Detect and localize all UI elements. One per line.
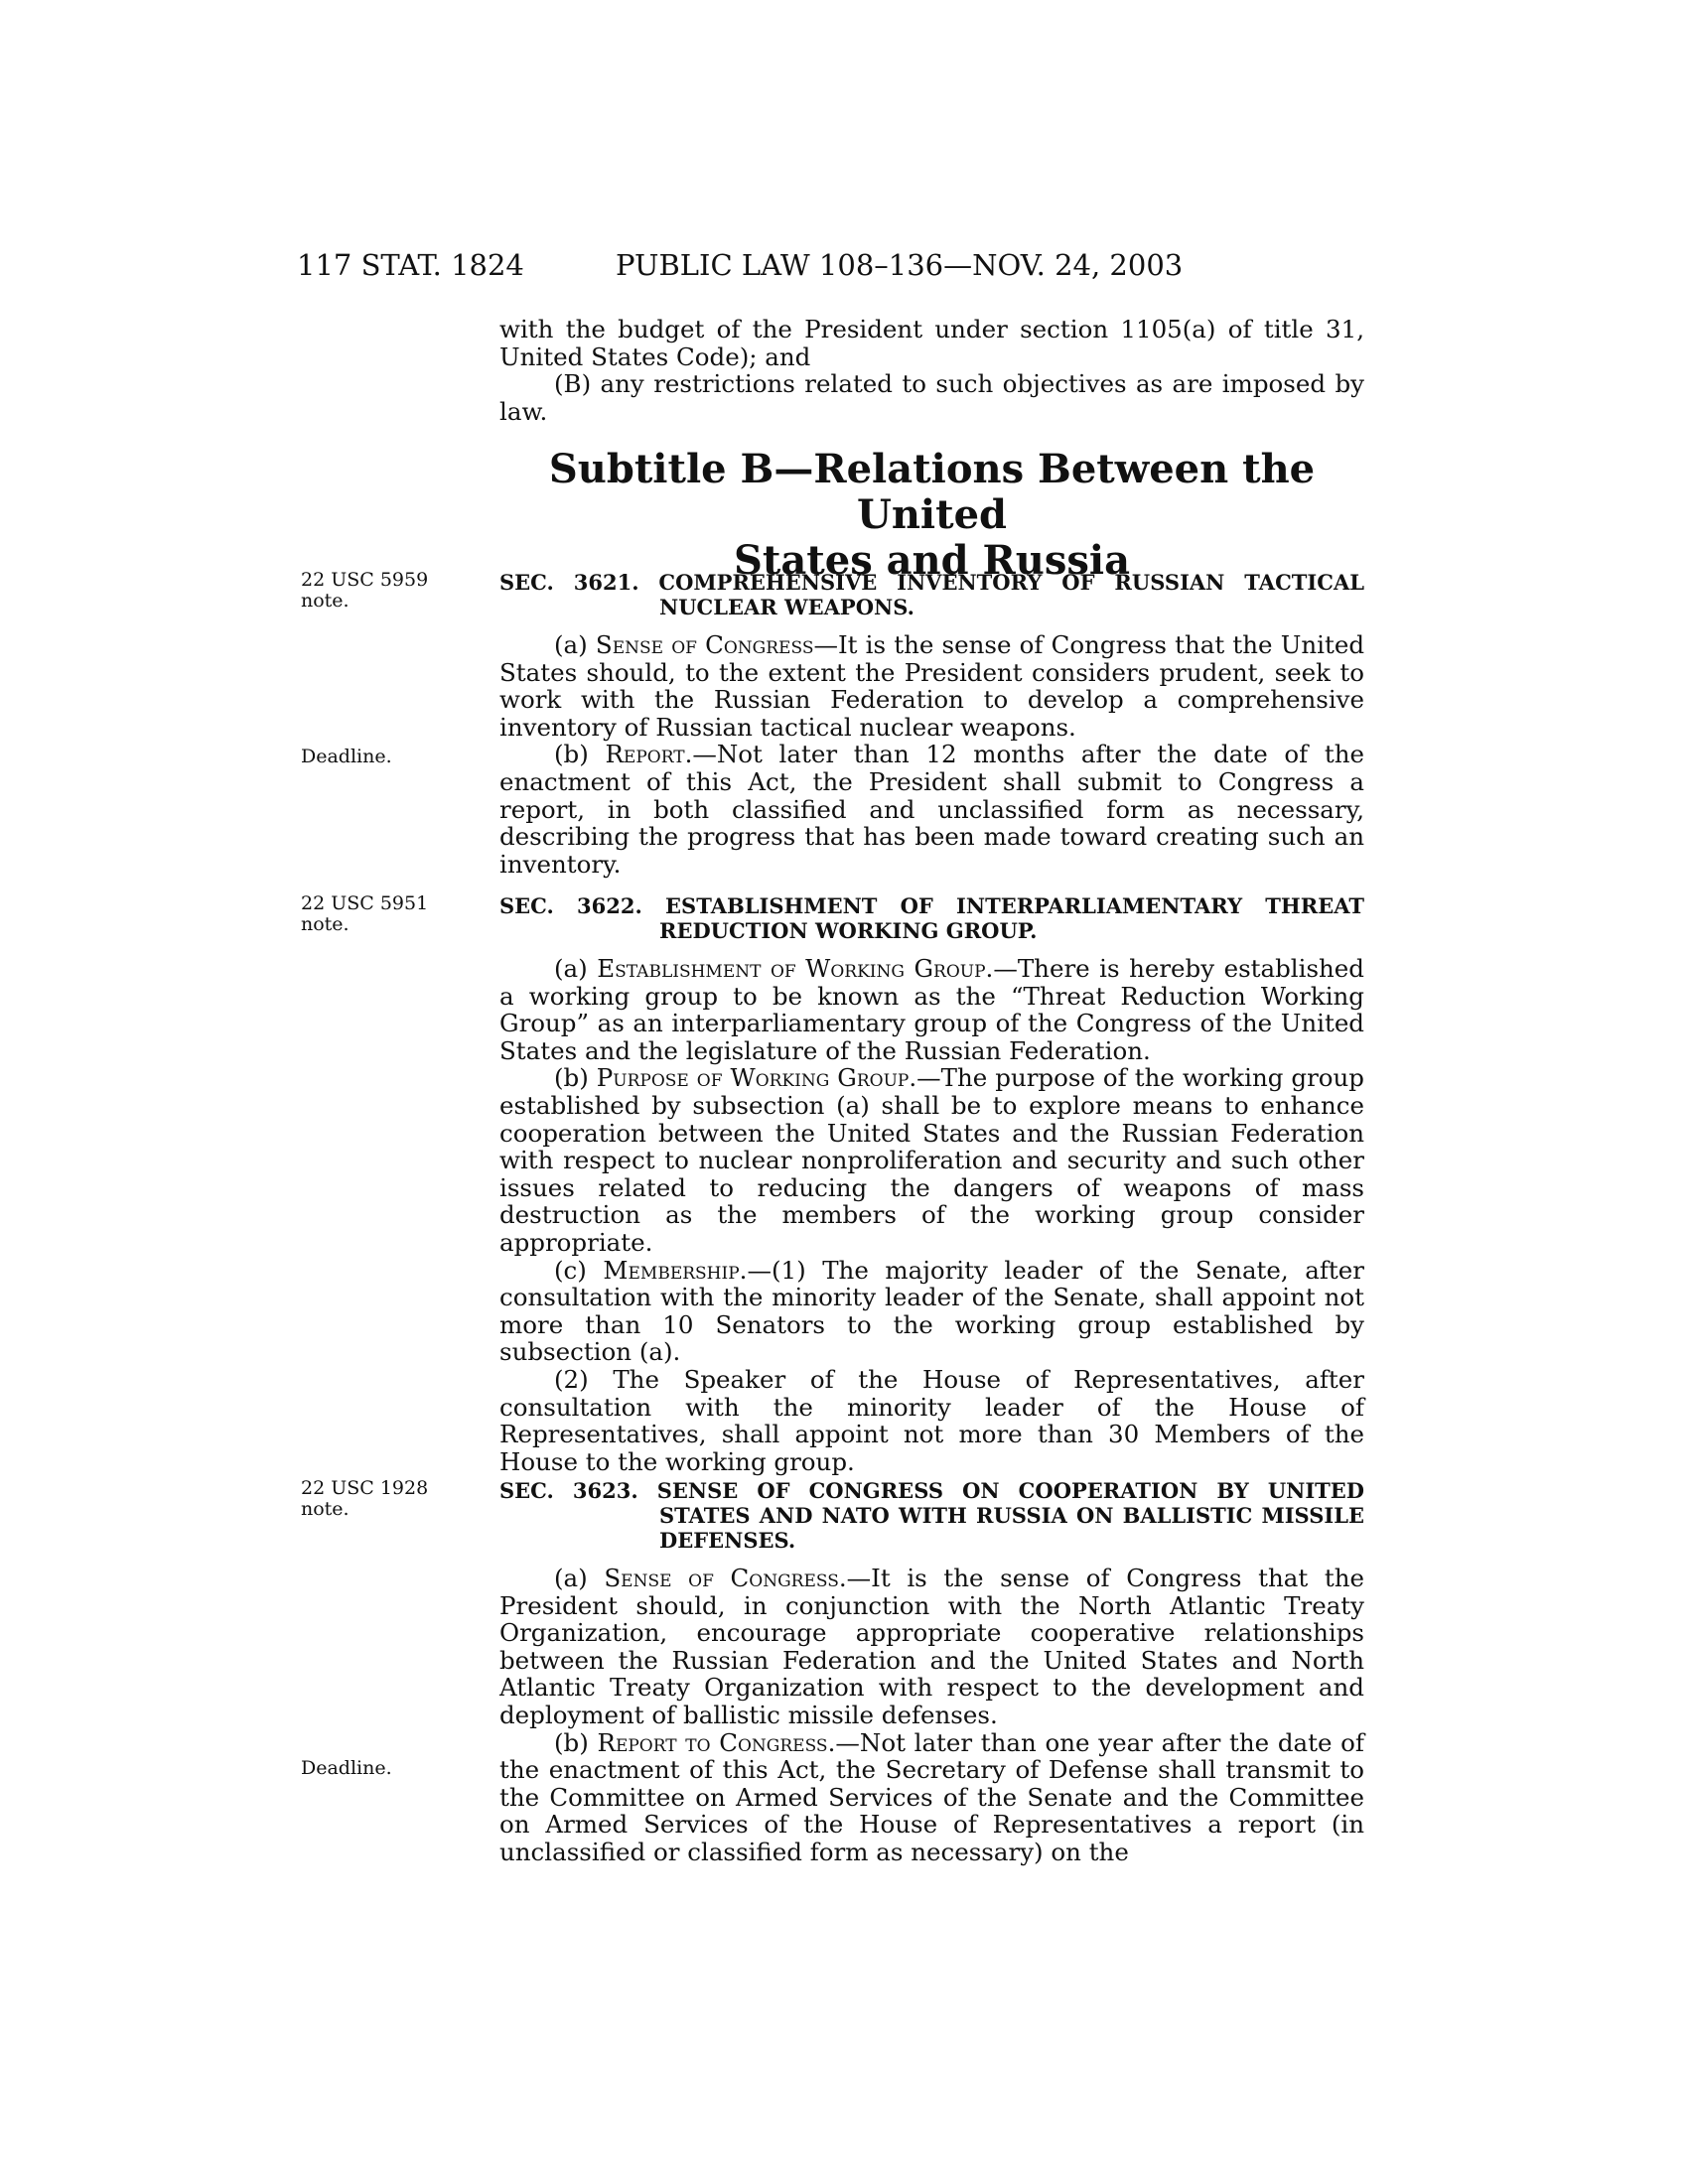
subsection-text: —It is the sense of Congress that the United States should, to the extent the President considers prudent, seek to work with the Russian Federation to develop a comprehensive inventory of Russian tactical nuclear weapons. <box>499 630 1364 742</box>
section-heading: SEC. 3622. ESTABLISHMENT OF INTERPARLIAMENTARY THREAT REDUCTION WORKING GROUP. <box>499 893 1364 943</box>
subsection-label: (a) <box>554 1564 605 1592</box>
subsection-text: .—There is hereby established a working group to be known as the “Threat Reduction Working Group” as an interparliamentary group of the Congress of the United States and the legislature of the Russian Federation. <box>499 954 1364 1065</box>
subsection-label: (b) <box>554 1063 597 1093</box>
subsection-label: (b) <box>554 1727 598 1757</box>
margin-note-deadline-1: Deadline. <box>301 746 392 767</box>
margin-note-usc-5959 <box>301 570 480 612</box>
subtitle-heading <box>499 447 1364 584</box>
subsection-a <box>499 1565 1364 1729</box>
subsection-heading: Sense of Congress <box>604 1564 839 1592</box>
subsection-text: .—(1) The majority leader of the Senate, after consultation with the minority leader of the Senate, shall appoint not more than 10 Senators to the working group established by subsection (a). <box>499 1255 1364 1367</box>
subsection-heading: Report <box>605 740 685 769</box>
subsection-a <box>499 631 1364 741</box>
subsection-b <box>499 1729 1364 1866</box>
subsection-label: (b) <box>554 740 606 769</box>
margin-note-line: 22 USC 1928 <box>301 1477 429 1499</box>
subsection-text: .—Not later than one year after the date of the enactment of this Act, the Secretary of Defense shall transmit to the Committee on Armed Services of the Senate and the Committee on Armed Services of the House of Representatives a report (in unclassified or classified form as necessary) on the <box>499 1727 1364 1866</box>
subsection-text: .—Not later than 12 months after the date of the enactment of this Act, the President shall submit to Congress a report, in both classified and unclassified form as necessary, describing the progress that has been made toward creating such an inventory. <box>499 740 1364 879</box>
margin-note-usc-1928 <box>301 1478 480 1520</box>
margin-note-line: note. <box>301 590 350 612</box>
margin-note-line: 22 USC 5951 <box>301 892 429 914</box>
subsection-text: .—It is the sense of Congress that the President should, in conjunction with the North Atlantic Treaty Organization, encourage appropriate cooperative relationships between the Russian Federation and the United States and North Atlantic Treaty Organization with respect to the development and deployment of ballistic missile defenses. <box>499 1564 1364 1729</box>
subsection-a <box>499 955 1364 1064</box>
section-3621 <box>499 570 1364 878</box>
subsection-b <box>499 1064 1364 1256</box>
section-heading: SEC. 3623. SENSE OF CONGRESS ON COOPERATION BY UNITED STATES AND NATO WITH RUSSIA ON BALLISTIC MISSILE DEFENSES. <box>499 1478 1364 1553</box>
page-header <box>0 248 1688 288</box>
margin-note-line: note. <box>301 1498 350 1520</box>
subsection-label: (a) <box>554 630 596 659</box>
subsection-text: .—The purpose of the working group established by subsection (a) shall be to explore means to enhance cooperation between the United States and the Russian Federation with respect to nuclear nonproliferation and security and such other issues related to reducing the dangers of weapons of mass destruction as the members of the working group consider appropriate. <box>499 1063 1364 1257</box>
subtitle-line-2: States and Russia <box>733 537 1131 584</box>
public-law-reference: PUBLIC LAW 108–136—NOV. 24, 2003 <box>616 248 1184 282</box>
section-3623 <box>499 1478 1364 1866</box>
section-heading: SEC. 3621. COMPREHENSIVE INVENTORY OF RUSSIAN TACTICAL NUCLEAR WEAPONS. <box>499 570 1364 619</box>
continuation-block <box>499 316 1364 425</box>
subsection-c-paragraph-2: (2) The Speaker of the House of Representatives, after consultation with the minority leader of the House of Representatives, shall appoint not more than 30 Members of the House to the working group. <box>499 1364 1364 1476</box>
subsection-b <box>499 741 1364 878</box>
subsection-c <box>499 1257 1364 1366</box>
subsection-label: (a) <box>554 954 598 983</box>
section-3622 <box>499 893 1364 1475</box>
subsection-label: (c) <box>554 1255 604 1285</box>
margin-note-deadline-2: Deadline. <box>301 1757 392 1779</box>
subsection-heading: Establishment of Working Group <box>597 954 986 983</box>
subsection-heading: Report to Congress <box>597 1727 828 1757</box>
continuation-item-b: (B) any restrictions related to such objectives as are imposed by law. <box>499 369 1364 426</box>
subsection-heading: Purpose of Working Group <box>596 1063 910 1093</box>
margin-note-line: 22 USC 5959 <box>301 569 429 591</box>
stat-reference: 117 STAT. 1824 <box>297 248 524 282</box>
margin-note-line: note. <box>301 913 350 935</box>
continuation-paragraph: with the budget of the President under section 1105(a) of title 31, United States Code); and <box>499 315 1364 371</box>
margin-note-usc-5951 <box>301 893 480 935</box>
subsection-heading: Membership <box>603 1255 740 1285</box>
subtitle-line-1: Subtitle B—Relations Between the United <box>548 446 1316 538</box>
subsection-heading: Sense of Congress <box>595 630 814 659</box>
